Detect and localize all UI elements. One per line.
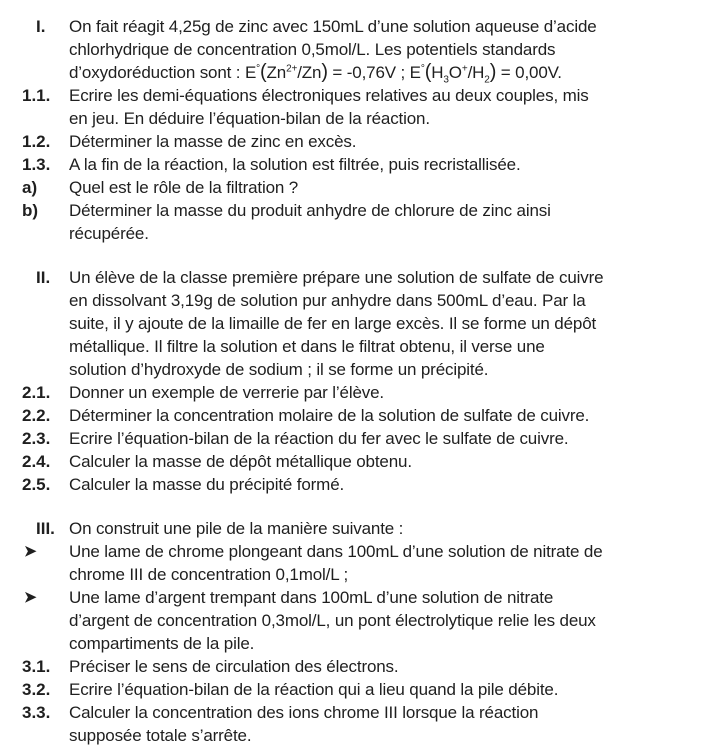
hydronium-charge: + <box>461 63 468 75</box>
section-2-marker: II. <box>36 268 51 287</box>
question-text: supposée totale s’arrête. <box>69 726 252 745</box>
question-number: 1.1. <box>22 86 51 105</box>
section-2-intro-line <box>0 312 720 335</box>
section-2 <box>0 266 720 496</box>
intro-text: solution d’hydroxyde de sodium ; il se forme un précipité. <box>69 360 489 379</box>
zinc-symbol: Zn <box>266 63 287 82</box>
question-3-3-continued <box>0 724 720 747</box>
bullet-item-continued <box>0 609 720 632</box>
section-3 <box>0 517 720 747</box>
question-number: 2.5. <box>22 475 51 494</box>
bullet-text: Une lame d’argent trempant dans 100mL d’une solution de nitrate <box>69 588 554 607</box>
hydrogen-couple: /H <box>467 63 485 82</box>
question-1-3-a <box>0 176 720 199</box>
zinc-couple: /Zn <box>297 63 322 82</box>
section-3-marker: III. <box>36 519 55 538</box>
question-text: Ecrire les demi-équations électroniques relatives au deux couples, mis <box>69 86 589 105</box>
question-2-3 <box>0 427 720 450</box>
question-text: Ecrire l’équation-bilan de la réaction qui a lieu quand la pile débite. <box>69 680 559 699</box>
question-1-2 <box>0 130 720 153</box>
question-text: Donner un exemple de verrerie par l’élève. <box>69 383 384 402</box>
zinc-potential: = -0,76V ; E <box>327 63 421 82</box>
question-text: Préciser le sens de circulation des électrons. <box>69 657 399 676</box>
hydrogen-subscript: 3 <box>443 74 449 86</box>
intro-text: métallique. Il filtre la solution et dans le filtrat obtenu, il verse une <box>69 337 545 356</box>
section-1 <box>0 15 720 245</box>
bullet-text: compartiments de la pile. <box>69 634 255 653</box>
standard-potentials-formula <box>0 61 720 84</box>
section-3-intro-line <box>0 517 720 540</box>
question-1-1 <box>0 84 720 107</box>
question-1-3-b <box>0 199 720 222</box>
exercise-document <box>0 15 720 747</box>
question-number: 3.3. <box>22 703 51 722</box>
question-text: Calculer la masse du précipité formé. <box>69 475 345 494</box>
question-number: 1.2. <box>22 132 51 151</box>
section-1-marker: I. <box>36 17 46 36</box>
degree-symbol: ° <box>420 63 425 75</box>
question-number: 2.1. <box>22 383 51 402</box>
section-2-intro-line <box>0 335 720 358</box>
question-text: Calculer la concentration des ions chrome III lorsque la réaction <box>69 703 539 722</box>
question-text: Calculer la masse de dépôt métallique obtenu. <box>69 452 412 471</box>
section-1-intro-line <box>0 15 720 38</box>
bullet-item <box>0 586 720 609</box>
question-number: 1.3. <box>22 155 51 174</box>
intro-text: Un élève de la classe première prépare une solution de sulfate de cuivre <box>69 268 604 287</box>
bullet-text: chrome III de concentration 0,1mol/L ; <box>69 565 349 584</box>
bullet-item-continued <box>0 632 720 655</box>
bullet-text: Une lame de chrome plongeant dans 100mL d’une solution de nitrate de <box>69 542 603 561</box>
question-number: 3.2. <box>22 680 51 699</box>
arrow-bullet-icon: ➤ <box>24 543 37 560</box>
intro-text: suite, il y ajoute de la limaille de fer en large excès. Il se forme un dépôt <box>69 314 597 333</box>
question-2-4 <box>0 450 720 473</box>
question-number: b) <box>22 201 39 220</box>
question-1-1-continued <box>0 107 720 130</box>
question-2-2 <box>0 404 720 427</box>
question-number: 2.4. <box>22 452 51 471</box>
intro-text: On construit une pile de la manière suivante : <box>69 519 404 538</box>
question-text: Quel est le rôle de la filtration ? <box>69 178 299 197</box>
question-1-3-b-continued <box>0 222 720 245</box>
bullet-text: d’argent de concentration 0,3mol/L, un pont électrolytique relie les deux <box>69 611 596 630</box>
section-2-intro-line <box>0 266 720 289</box>
question-3-3 <box>0 701 720 724</box>
question-2-5 <box>0 473 720 496</box>
paren-open: ( <box>260 61 267 83</box>
question-text: Déterminer la concentration molaire de la solution de sulfate de cuivre. <box>69 406 590 425</box>
hydronium-potential: = 0,00V. <box>496 63 562 82</box>
question-text: récupérée. <box>69 224 149 243</box>
question-number: 2.3. <box>22 429 51 448</box>
question-number: 3.1. <box>22 657 51 676</box>
question-text: Ecrire l’équation-bilan de la réaction du fer avec le sulfate de cuivre. <box>69 429 569 448</box>
section-spacer <box>0 496 720 517</box>
intro-text: On fait réagit 4,25g de zinc avec 150mL d’une solution aqueuse d’acide <box>69 17 597 36</box>
intro-text: en dissolvant 3,19g de solution pur anhydre dans 500mL d’eau. Par la <box>69 291 586 310</box>
section-spacer <box>0 245 720 266</box>
section-2-intro-line <box>0 358 720 381</box>
section-1-intro-line <box>0 38 720 61</box>
question-number: 2.2. <box>22 406 51 425</box>
question-text: Déterminer la masse du produit anhydre de chlorure de zinc ainsi <box>69 201 551 220</box>
question-3-1 <box>0 655 720 678</box>
hydrogen-symbol: H <box>431 63 444 82</box>
paren-open: ( <box>424 61 432 83</box>
bullet-item <box>0 540 720 563</box>
question-number: a) <box>22 178 38 197</box>
hydrogen-subscript: 2 <box>484 74 490 86</box>
intro-text: chlorhydrique de concentration 0,5mol/L. Les potentiels standards <box>69 40 556 59</box>
question-text: en jeu. En déduire l’équation-bilan de la réaction. <box>69 109 430 128</box>
question-2-1 <box>0 381 720 404</box>
paren-close: ) <box>321 61 328 83</box>
degree-symbol: ° <box>256 63 261 75</box>
question-text: A la fin de la réaction, la solution est filtrée, puis recristallisée. <box>69 155 521 174</box>
formula-lead: d’oxydoréduction sont : E <box>69 63 257 82</box>
question-1-3 <box>0 153 720 176</box>
question-text: Déterminer la masse de zinc en excès. <box>69 132 357 151</box>
arrow-bullet-icon: ➤ <box>24 589 37 606</box>
formula-text <box>69 61 562 84</box>
section-2-intro-line <box>0 289 720 312</box>
oxygen-symbol: O <box>448 63 462 82</box>
paren-close: ) <box>489 61 497 83</box>
question-3-2 <box>0 678 720 701</box>
zinc-charge: 2+ <box>286 63 298 75</box>
bullet-item-continued <box>0 563 720 586</box>
